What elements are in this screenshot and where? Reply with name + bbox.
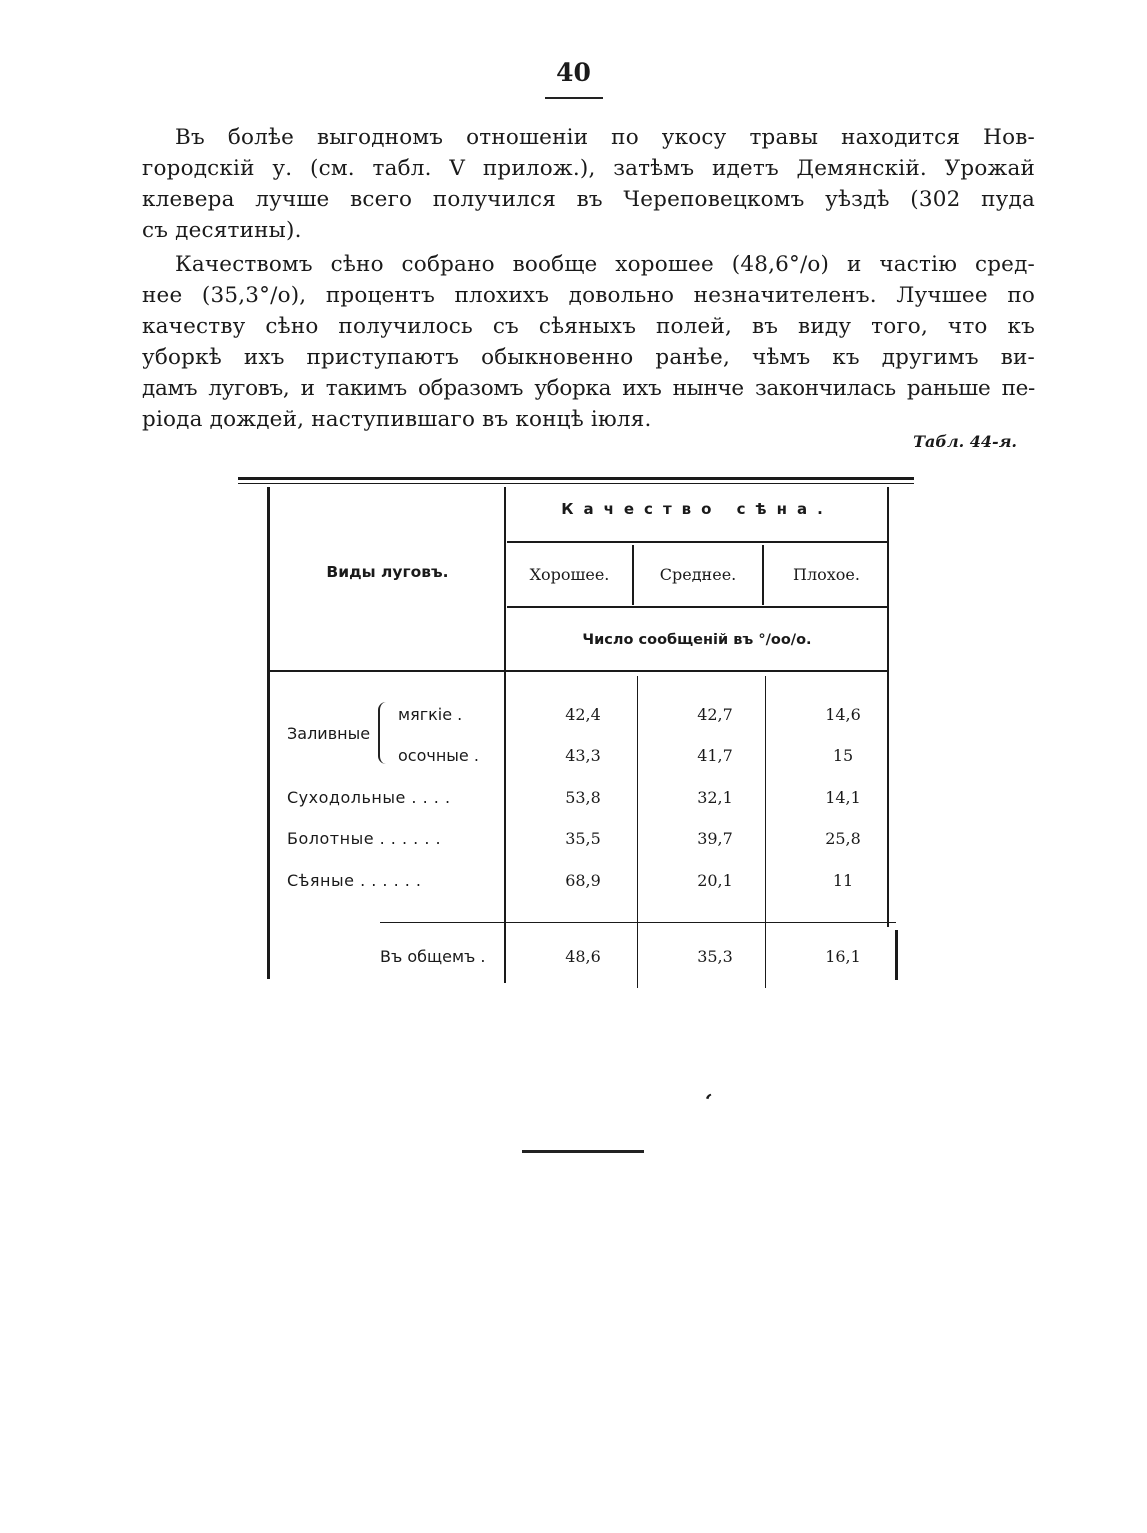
table-cell: 39,7	[697, 829, 733, 848]
table-cell: 20,1	[697, 871, 733, 890]
table-label: Табл. 44-я.	[913, 432, 1017, 451]
paragraph-2-line: уборкѣ ихъ приступаютъ обыкновенно ранѣе, чѣмъ къ другимъ ви-	[142, 345, 1035, 370]
paragraph-1-line: клевера лучше всего получился въ Череповецкомъ уѣздѣ (302 пуда	[142, 187, 1035, 212]
table-group-header: Качество сѣна.	[561, 500, 833, 518]
table-col-header-medium: Среднее.	[659, 565, 737, 584]
table-top-rule	[238, 477, 914, 480]
table-cell: 68,9	[565, 871, 601, 890]
table-group-label: Заливные	[287, 724, 371, 743]
paragraph-1	[142, 122, 1035, 246]
table-cell: 53,8	[565, 788, 601, 807]
page-number-rule	[545, 97, 603, 99]
table-row-label: Болотные . . . . . .	[287, 829, 442, 848]
table-cell: 42,4	[565, 705, 601, 724]
table-cell: 15	[832, 746, 854, 765]
table-cell: 14,1	[825, 788, 861, 807]
table-total-label: Въ общемъ .	[380, 947, 486, 966]
paragraph-1-line: городскій у. (см. табл. V прилож.), затѣмъ идетъ Демянскій. Урожай	[142, 156, 1035, 181]
table-header-bottom-rule	[270, 670, 889, 672]
table-row-label: мягкіе .	[398, 705, 463, 724]
table-total-cell: 16,1	[825, 947, 861, 966]
page-number: 40	[556, 58, 591, 87]
stray-mark: ʻ	[701, 1088, 714, 1114]
table-cell: 14,6	[825, 705, 861, 724]
paragraph-2-line: дамъ луговъ, и такимъ образомъ уборка ихъ нынче закончилась раньше пе-	[142, 376, 1035, 401]
table-cell: 41,7	[697, 746, 733, 765]
table-cell: 11	[832, 871, 854, 890]
table-col-header-bad: Плохое.	[793, 565, 860, 584]
paragraph-2-line: ріода дождей, наступившаго въ концѣ іюля.	[142, 407, 652, 432]
table-group-rule	[507, 541, 889, 543]
paragraph-2	[142, 249, 1035, 435]
table-row-label: Суходольные . . . .	[287, 788, 451, 807]
table-total-rule	[380, 922, 896, 923]
table-col-header-good: Хорошее.	[529, 565, 610, 584]
paragraph-1-line: Въ болѣе выгодномъ отношеніи по укосу травы находится Нов-	[175, 125, 1035, 150]
table-top-rule-thin	[238, 483, 914, 484]
table-kind-header: Виды луговъ.	[326, 563, 449, 581]
table-cell: 42,7	[697, 705, 733, 724]
table-left-border	[267, 487, 270, 979]
table-kind-divider	[504, 487, 506, 983]
table-columns-rule	[507, 606, 889, 608]
end-rule	[522, 1150, 644, 1153]
paragraph-2-line: качеству сѣно получилось съ сѣяныхъ полей, въ виду того, что къ	[142, 314, 1035, 339]
paragraph-1-line: съ десятины).	[142, 218, 302, 243]
paragraph-2-line: Качествомъ сѣно собрано вообще хорошее (48,6°/о) и частію сред-	[175, 252, 1035, 277]
table-cell: 43,3	[565, 746, 601, 765]
table-row-label: осочные .	[398, 746, 479, 765]
table-cell: 25,8	[825, 829, 861, 848]
paragraph-2-line: нее (35,3°/о), процентъ плохихъ довольно незначителенъ. Лучшее по	[142, 283, 1035, 308]
table-total-cell: 35,3	[697, 947, 733, 966]
table-cell: 32,1	[697, 788, 733, 807]
table-brace	[378, 702, 390, 764]
table-row-label: Сѣяные . . . . . .	[287, 871, 422, 890]
table-unit-header: Число сообщеній въ °/оо/о.	[582, 632, 812, 648]
table-cell: 35,5	[565, 829, 601, 848]
table-total-cell: 48,6	[565, 947, 601, 966]
